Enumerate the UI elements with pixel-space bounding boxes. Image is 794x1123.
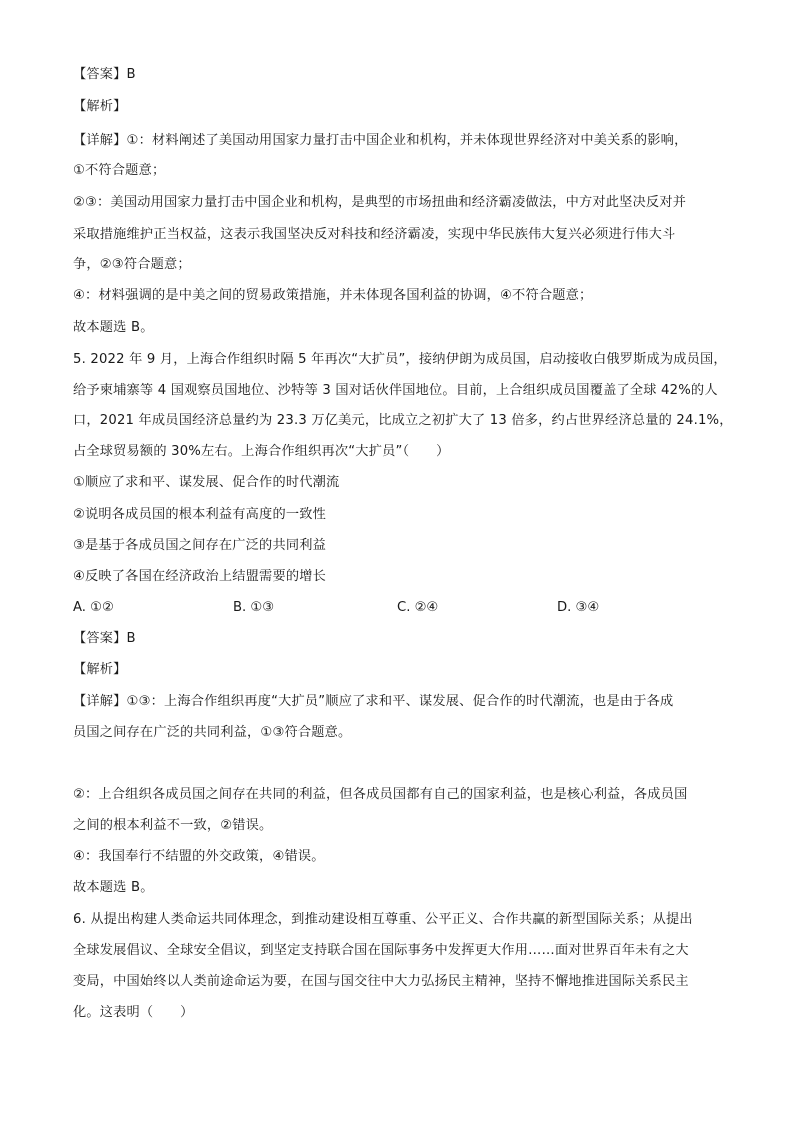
q5-item: ④反映了各国在经济政治上结盟需要的增长 bbox=[73, 569, 326, 584]
q4-detail-line: 故本题选 B。 bbox=[73, 320, 154, 335]
q5-option-b: B. ①③ bbox=[233, 600, 275, 615]
q6-stem-line: 变局，中国始终以人类前途命运为要，在国与国交往中大力弘扬民主精神，坚持不懈地推进国际关系民主 bbox=[73, 974, 689, 989]
q5-stem-line: 给予柬埔寨等 4 国观察员国地位、沙特等 3 国对话伙伴国地位。目前，上合组织成员国覆盖了全球 42%的人 bbox=[73, 383, 718, 398]
q5-stem-line: 口，2021 年成员国经济总量约为 23.3 万亿美元，比成立之初扩大了 13 倍多，约占世界经济总量的 24.1%， bbox=[73, 413, 733, 428]
q5-detail-line: 【详解】①③：上海合作组织再度“大扩员”顺应了求和平、谋发展、促合作的时代潮流，也是由于各成 bbox=[73, 694, 674, 709]
q5-item: ②说明各成员国的根本利益有高度的一致性 bbox=[73, 507, 326, 522]
q5-answer: 【答案】B bbox=[73, 631, 136, 646]
q4-answer: 【答案】B bbox=[73, 67, 136, 82]
q5-option-c: C. ②④ bbox=[397, 600, 439, 615]
q4-detail-line: 采取措施维护正当权益，这表示我国坚决反对科技和经济霸凌，实现中华民族伟大复兴必须进行伟大斗 bbox=[73, 227, 676, 242]
q4-detail-line: 争，②③符合题意； bbox=[73, 257, 191, 272]
q4-detail-line: 【详解】①：材料阐述了美国动用国家力量打击中国企业和机构，并未体现世界经济对中美关系的影响， bbox=[73, 133, 688, 148]
q5-detail-line: ②：上合组织各成员国之间存在共同的利益，但各成员国都有自己的国家利益，也是核心利益，各成员国 bbox=[73, 787, 688, 802]
q5-item: ③是基于各成员国之间存在广泛的共同利益 bbox=[73, 538, 326, 553]
q6-stem-line: 6. 从提出构建人类命运共同体理念，到推动建设相互尊重、公平正义、合作共赢的新型国际关系；从提出 bbox=[73, 912, 693, 927]
q5-option-a: A. ①② bbox=[73, 600, 114, 615]
q5-analysis-heading: 【解析】 bbox=[73, 662, 127, 677]
q5-detail-line: ④：我国奉行不结盟的外交政策，④错误。 bbox=[73, 849, 325, 864]
q4-detail-line: ②③：美国动用国家力量打击中国企业和机构，是典型的市场扭曲和经济霸凌做法，中方对此坚决反对并 bbox=[73, 195, 687, 210]
q4-analysis-heading: 【解析】 bbox=[73, 99, 127, 114]
q5-detail-line: 员国之间存在广泛的共同利益，①③符合题意。 bbox=[73, 725, 352, 740]
q5-option-d: D. ③④ bbox=[557, 600, 600, 615]
q5-stem-line: 5. 2022 年 9 月，上海合作组织时隔 5 年再次“大扩员”，接纳伊朗为成员国，启动接收白俄罗斯成为成员国， bbox=[73, 352, 727, 367]
q5-detail-line: 之间的根本利益不一致，②错误。 bbox=[73, 818, 273, 833]
q5-stem-line: 占全球贸易额的 30%左右。上海合作组织再次“大扩员”（ ） bbox=[73, 444, 450, 459]
q5-item: ①顺应了求和平、谋发展、促合作的时代潮流 bbox=[73, 475, 340, 490]
q4-detail-line: ①不符合题意； bbox=[73, 163, 166, 178]
q5-detail-line: 故本题选 B。 bbox=[73, 880, 154, 895]
q4-detail-line: ④：材料强调的是中美之间的贸易政策措施，并未体现各国利益的协调，④不符合题意； bbox=[73, 288, 593, 303]
q6-stem-line: 全球发展倡议、全球安全倡议，到坚定支持联合国在国际事务中发挥更大作用……面对世界百年未有之大 bbox=[73, 943, 689, 958]
q6-stem-line: 化。这表明（ ） bbox=[73, 1005, 194, 1020]
